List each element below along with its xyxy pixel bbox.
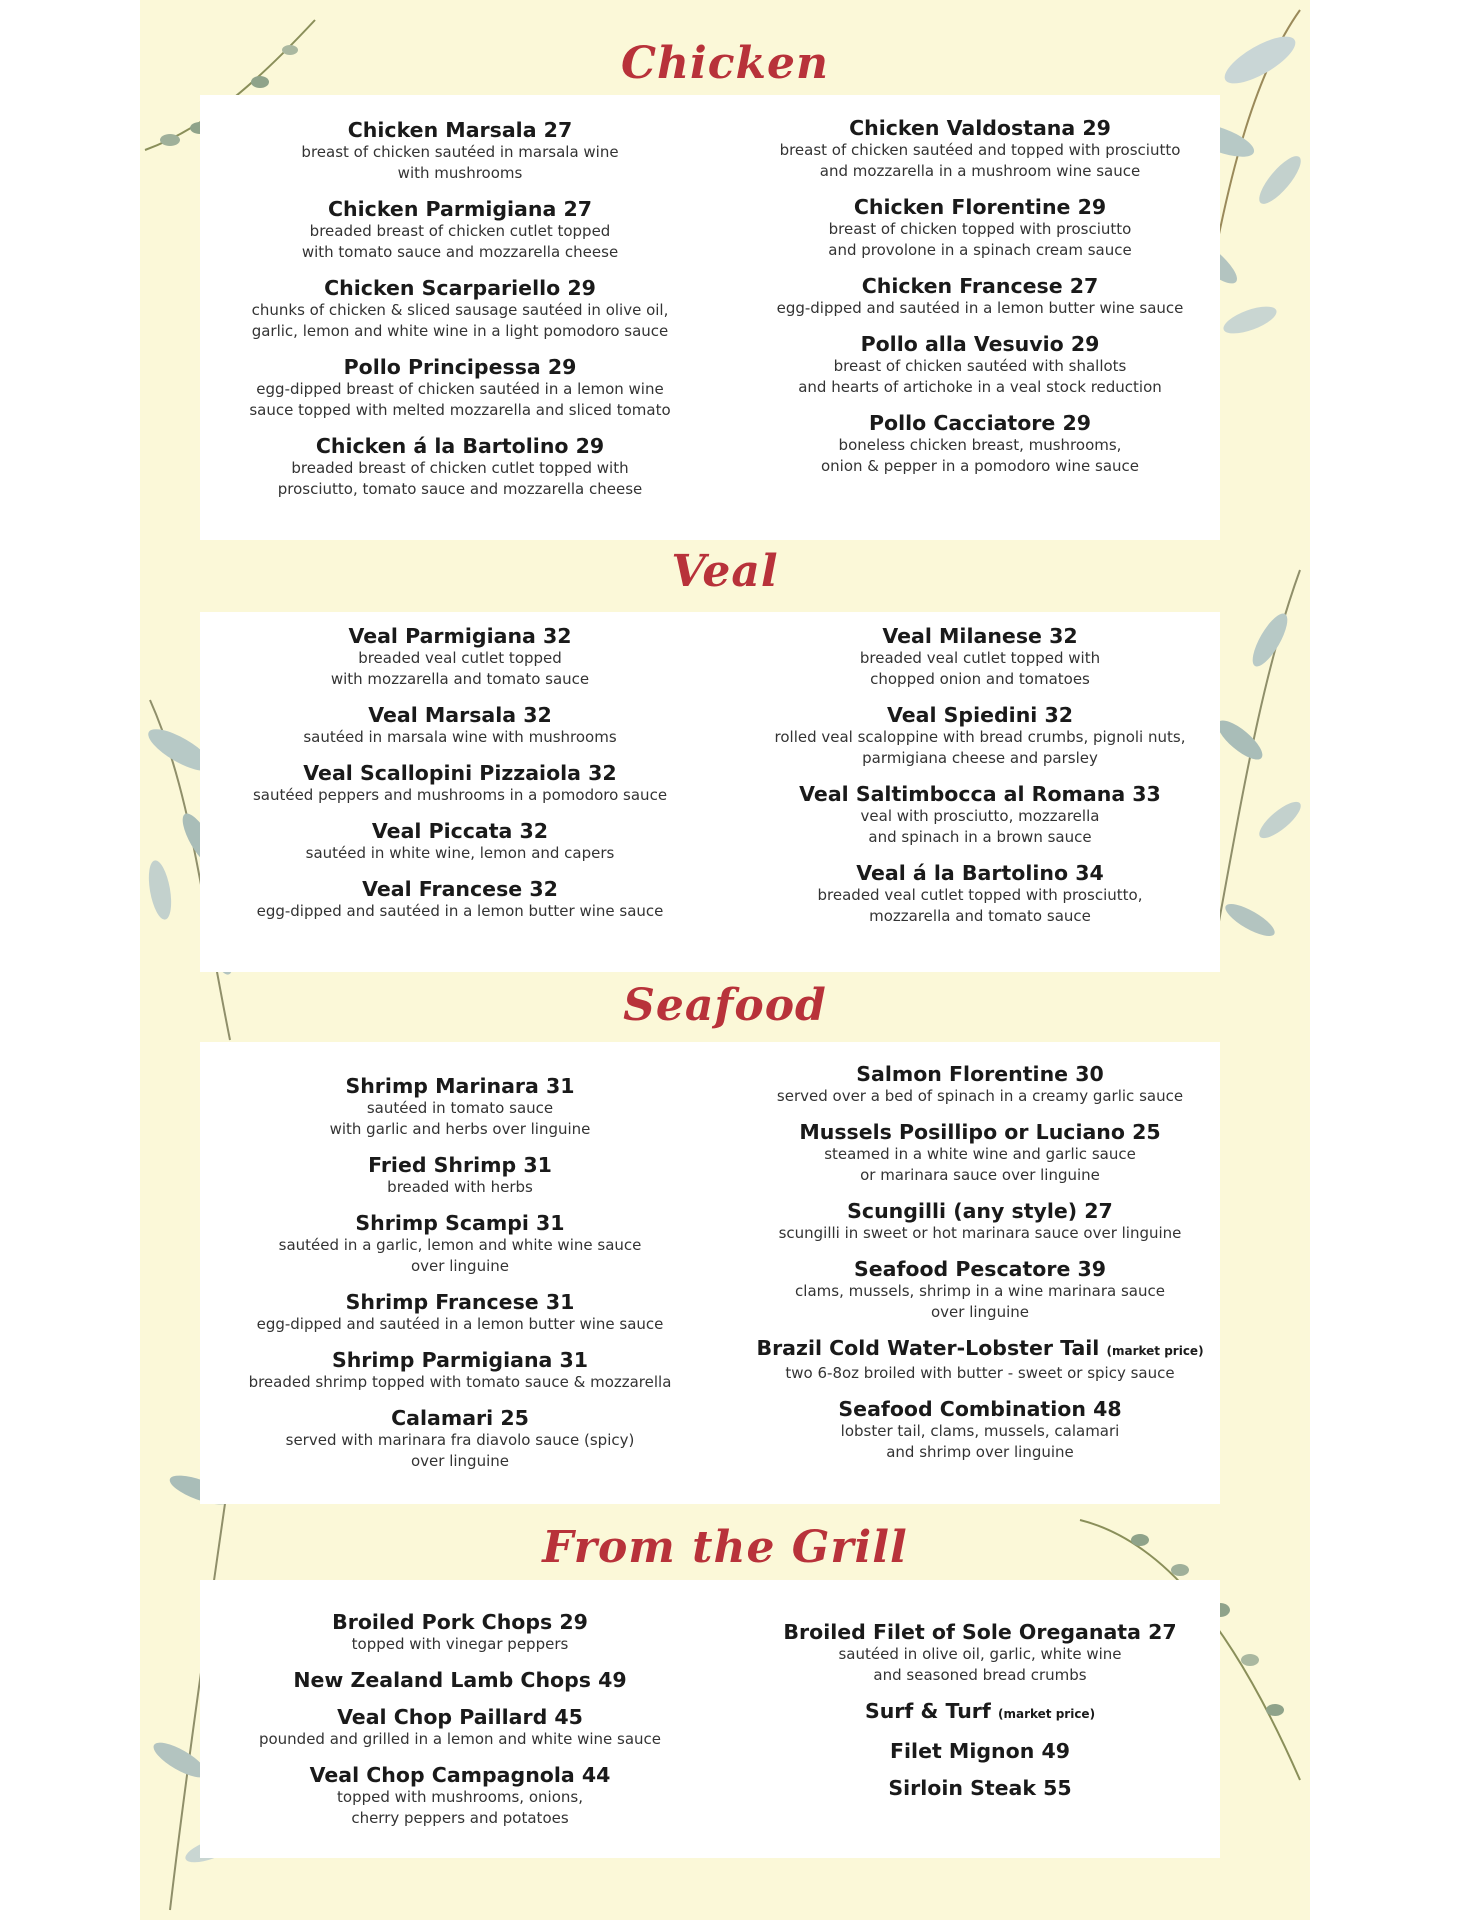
menu-item: [225, 1763, 695, 1829]
seafood-right-column: [745, 1062, 1215, 1476]
menu-item: [225, 877, 695, 922]
dish-name: Veal Chop Paillard 45: [337, 1705, 583, 1729]
dish-name: Chicken Valdostana 29: [849, 116, 1111, 140]
menu-item: [745, 332, 1215, 398]
dish-name: Seafood Combination 48: [838, 1397, 1122, 1421]
menu-item: [225, 1074, 695, 1140]
dish-name: Shrimp Parmigiana 31: [331, 1348, 589, 1372]
menu-item: [745, 116, 1215, 182]
dish-description: sautéed in tomato sauce with garlic and herbs over linguine: [329, 1099, 591, 1138]
menu-item: [745, 624, 1215, 690]
dish-description: breast of chicken sautéed and topped with prosciutto and mozzarella in a mushroom wine sauce: [779, 141, 1181, 180]
menu-item: [225, 1211, 695, 1277]
menu-item: [225, 276, 695, 342]
dish-name: Sirloin Steak 55: [888, 1776, 1072, 1800]
dish-description: sautéed in white wine, lemon and capers: [305, 844, 615, 862]
dish-name: Broiled Pork Chops 29: [332, 1610, 588, 1634]
dish-name: Broiled Filet of Sole Oreganata 27: [783, 1620, 1177, 1644]
dish-name: Calamari 25: [391, 1406, 529, 1430]
menu-item: [225, 1610, 695, 1655]
dish-name: [745, 1336, 1215, 1363]
dish-name: Veal Marsala 32: [368, 703, 552, 727]
dish-name: Pollo Principessa 29: [343, 355, 577, 379]
menu-item: [745, 1620, 1215, 1686]
section-heading-chicken: Chicken: [621, 38, 829, 89]
grill-left-column: [225, 1610, 695, 1842]
dish-name: Fried Shrimp 31: [368, 1153, 552, 1177]
grill-right-column: [745, 1620, 1215, 1813]
price-note: (market price): [997, 1707, 1096, 1721]
dish-description: rolled veal scaloppine with bread crumbs, pignoli nuts, parmigiana cheese and parsley: [774, 728, 1186, 767]
dish-description: sautéed in olive oil, garlic, white wine and seasoned bread crumbs: [838, 1645, 1122, 1684]
dish-description: egg-dipped and sautéed in a lemon butter wine sauce: [256, 1315, 664, 1333]
dish-name: Veal Francese 32: [362, 877, 558, 901]
menu-item: [225, 1705, 695, 1750]
dish-name-text: Brazil Cold Water-Lobster Tail: [756, 1336, 1100, 1360]
menu-item: [745, 195, 1215, 261]
dish-description: clams, mussels, shrimp in a wine marinara sauce over linguine: [795, 1282, 1165, 1321]
menu-item: [745, 1199, 1215, 1244]
menu-item: [745, 1120, 1215, 1186]
dish-name: Filet Mignon 49: [890, 1739, 1070, 1763]
dish-name: Veal á la Bartolino 34: [856, 861, 1104, 885]
veal-right-column: [745, 624, 1215, 940]
menu-item: [225, 355, 695, 421]
dish-description: steamed in a white wine and garlic sauce or marinara sauce over linguine: [824, 1145, 1136, 1184]
dish-name: Veal Parmigiana 32: [348, 624, 572, 648]
dish-description: boneless chicken breast, mushrooms, onion & pepper in a pomodoro wine sauce: [820, 436, 1140, 475]
dish-name: Veal Scallopini Pizzaiola 32: [303, 761, 617, 785]
dish-name: New Zealand Lamb Chops 49: [293, 1668, 627, 1692]
menu-item: [225, 1290, 695, 1335]
dish-name: Veal Saltimbocca al Romana 33: [799, 782, 1161, 806]
dish-name: Chicken Parmigiana 27: [328, 197, 592, 221]
menu-item: [225, 118, 695, 184]
dish-name: Salmon Florentine 30: [856, 1062, 1104, 1086]
menu-item: [745, 1739, 1215, 1763]
section-heading-grill: From the Grill: [542, 1522, 908, 1573]
dish-description: egg-dipped and sautéed in a lemon butter wine sauce: [776, 299, 1184, 317]
menu-item: [745, 1397, 1215, 1463]
dish-name: Chicken Florentine 29: [853, 195, 1107, 219]
menu-item: [745, 1257, 1215, 1323]
dish-description: two 6-8oz broiled with butter - sweet or spicy sauce: [785, 1364, 1175, 1382]
menu-item: [745, 703, 1215, 769]
chicken-left-column: [225, 118, 695, 513]
menu-item: [745, 861, 1215, 927]
dish-name: Pollo Cacciatore 29: [869, 411, 1091, 435]
dish-name: [745, 1699, 1215, 1726]
dish-description: topped with vinegar peppers: [351, 1635, 569, 1653]
menu-item: [225, 761, 695, 806]
seafood-left-column: [225, 1074, 695, 1485]
menu-item: [225, 197, 695, 263]
menu-item: [745, 1699, 1215, 1726]
dish-name: Veal Piccata 32: [371, 819, 549, 843]
dish-name: Shrimp Marinara 31: [345, 1074, 575, 1098]
menu-page: [140, 0, 1310, 1920]
dish-description: breast of chicken sautéed in marsala wine with mushrooms: [301, 143, 619, 182]
dish-name: Seafood Pescatore 39: [853, 1257, 1107, 1281]
chicken-right-column: [745, 116, 1215, 490]
dish-description: breaded veal cutlet topped with chopped onion and tomatoes: [859, 649, 1101, 688]
veal-left-column: [225, 624, 695, 935]
dish-description: breast of chicken topped with prosciutto and provolone in a spinach cream sauce: [828, 220, 1132, 259]
dish-description: breaded with herbs: [387, 1178, 533, 1196]
dish-description: egg-dipped and sautéed in a lemon butter wine sauce: [256, 902, 664, 920]
dish-description: sautéed in a garlic, lemon and white wine sauce over linguine: [278, 1236, 642, 1275]
dish-name: Shrimp Francese 31: [345, 1290, 575, 1314]
dish-description: chunks of chicken & sliced sausage sautéed in olive oil, garlic, lemon and white wine in a light pomodoro sauce: [251, 301, 669, 340]
dish-name: Veal Spiedini 32: [886, 703, 1073, 727]
dish-description: breaded breast of chicken cutlet topped with tomato sauce and mozzarella cheese: [301, 222, 619, 261]
price-note: (market price): [1106, 1344, 1204, 1358]
dish-name: Chicken á la Bartolino 29: [315, 434, 605, 458]
menu-item: [745, 782, 1215, 848]
dish-name-text: Surf & Turf: [864, 1699, 991, 1723]
menu-item: [225, 1348, 695, 1393]
dish-description: served with marinara fra diavolo sauce (spicy) over linguine: [285, 1431, 635, 1470]
menu-item: [745, 411, 1215, 477]
dish-description: breaded shrimp topped with tomato sauce & mozzarella: [248, 1373, 672, 1391]
dish-name: Chicken Marsala 27: [347, 118, 573, 142]
menu-item: [225, 1153, 695, 1198]
dish-name: Veal Milanese 32: [882, 624, 1078, 648]
dish-description: breaded breast of chicken cutlet topped with prosciutto, tomato sauce and mozzarella cheese: [277, 459, 643, 498]
dish-name: Chicken Francese 27: [861, 274, 1099, 298]
dish-description: breaded veal cutlet topped with mozzarella and tomato sauce: [330, 649, 590, 688]
dish-name: Mussels Posillipo or Luciano 25: [799, 1120, 1161, 1144]
section-heading-veal: Veal: [671, 546, 779, 597]
dish-description: sautéed peppers and mushrooms in a pomodoro sauce: [252, 786, 668, 804]
dish-name: Scungilli (any style) 27: [847, 1199, 1113, 1223]
dish-description: topped with mushrooms, onions, cherry peppers and potatoes: [337, 1788, 583, 1827]
dish-name: Chicken Scarpariello 29: [324, 276, 596, 300]
dish-description: egg-dipped breast of chicken sautéed in a lemon wine sauce topped with melted mozzarella and sliced tomato: [249, 380, 671, 419]
menu-item: [225, 624, 695, 690]
menu-item: [745, 1336, 1215, 1384]
menu-item: [745, 1776, 1215, 1800]
dish-description: breast of chicken sautéed with shallots and hearts of artichoke in a veal stock reduction: [798, 357, 1162, 396]
dish-description: scungilli in sweet or hot marinara sauce over linguine: [778, 1224, 1182, 1242]
dish-description: lobster tail, clams, mussels, calamari and shrimp over linguine: [840, 1422, 1120, 1461]
dish-description: veal with prosciutto, mozzarella and spinach in a brown sauce: [860, 807, 1100, 846]
menu-item: [225, 1406, 695, 1472]
section-heading-seafood: Seafood: [623, 980, 827, 1031]
dish-name: Pollo alla Vesuvio 29: [860, 332, 1100, 356]
dish-description: sautéed in marsala wine with mushrooms: [303, 728, 617, 746]
menu-item: [745, 1062, 1215, 1107]
dish-description: breaded veal cutlet topped with prosciutto, mozzarella and tomato sauce: [817, 886, 1143, 925]
dish-description: served over a bed of spinach in a creamy garlic sauce: [776, 1087, 1184, 1105]
menu-item: [225, 819, 695, 864]
dish-name: Veal Chop Campagnola 44: [309, 1763, 611, 1787]
menu-item: [745, 274, 1215, 319]
dish-description: pounded and grilled in a lemon and white wine sauce: [258, 1730, 662, 1748]
dish-name: Shrimp Scampi 31: [355, 1211, 565, 1235]
menu-item: [225, 1668, 695, 1692]
menu-item: [225, 703, 695, 748]
menu-item: [225, 434, 695, 500]
